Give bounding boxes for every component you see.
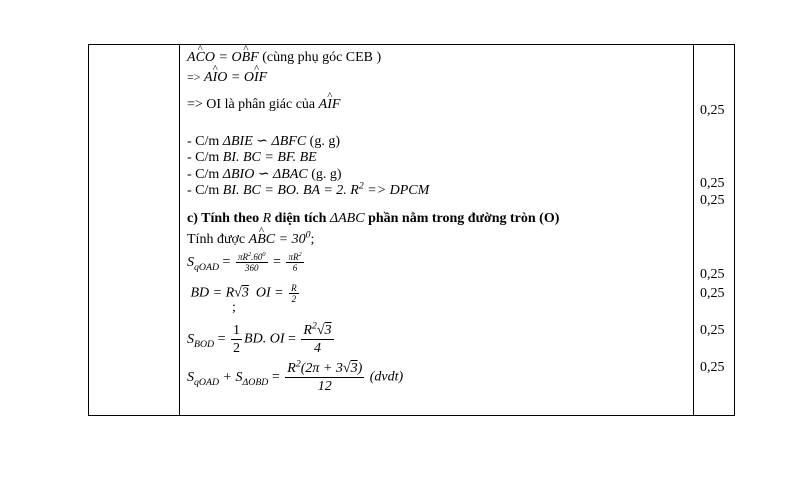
- semicolon: ;: [232, 300, 236, 315]
- part-c-heading: c) Tính theo R diện tích ΔABC phần nằm trong đường tròn (O): [187, 211, 560, 226]
- line-similar-bio-bac: - C/m ΔBIO ∽ ΔBAC (g. g): [187, 167, 342, 182]
- score-1: 0,25: [700, 103, 725, 118]
- line-angle-aio-oif: => A^ IO = O^ IF: [187, 70, 267, 86]
- score-5: 0,25: [700, 286, 725, 301]
- line-bi-bc: - C/m BI. BC = BF. BE: [187, 150, 317, 165]
- line-similar-bie-bfc: - C/m ΔBIE ∽ ΔBFC (g. g): [187, 134, 340, 149]
- line-triangle-area: $S_{BOD}$ = $\frac{1}{2}$ BD. OI = $\frac{R^2√3}{4}$: [187, 320, 332, 356]
- score-2: 0,25: [700, 176, 725, 191]
- score-4: 0,25: [700, 267, 725, 282]
- score-6: 0,25: [700, 323, 725, 338]
- line-sector-area: $S_{qOAD}$ = $\frac{\pi R^2.60^0}{360}$ = $\frac{\pi R^2}{6}$: [187, 251, 302, 273]
- column-divider-left: [179, 45, 180, 415]
- line-bisector: => OI là phân giác của A^ IF: [187, 97, 340, 113]
- line-total-area: $S_{qOAD} + S_{\Delta OBD}$ = $\frac{R^2(2\pi + 3√3)}{12}$ (dvdt): [187, 358, 404, 394]
- line-bd-oi: BD = R√3 OI = $\frac{R}{2}$: [187, 283, 297, 304]
- column-divider-right: [693, 45, 694, 415]
- answer-table: [88, 44, 735, 416]
- score-7: 0,25: [700, 360, 725, 375]
- line-angle-aco-obf: A^ CO = O^ BF (cùng phụ góc CEB ): [187, 50, 381, 66]
- score-3: 0,25: [700, 193, 725, 208]
- line-dpcm: - C/m BI. BC = BO. BA = 2. $R^2$ => DPCM: [187, 180, 430, 198]
- line-angle-abc: Tính được A^ BC = $30^0$;: [187, 232, 314, 248]
